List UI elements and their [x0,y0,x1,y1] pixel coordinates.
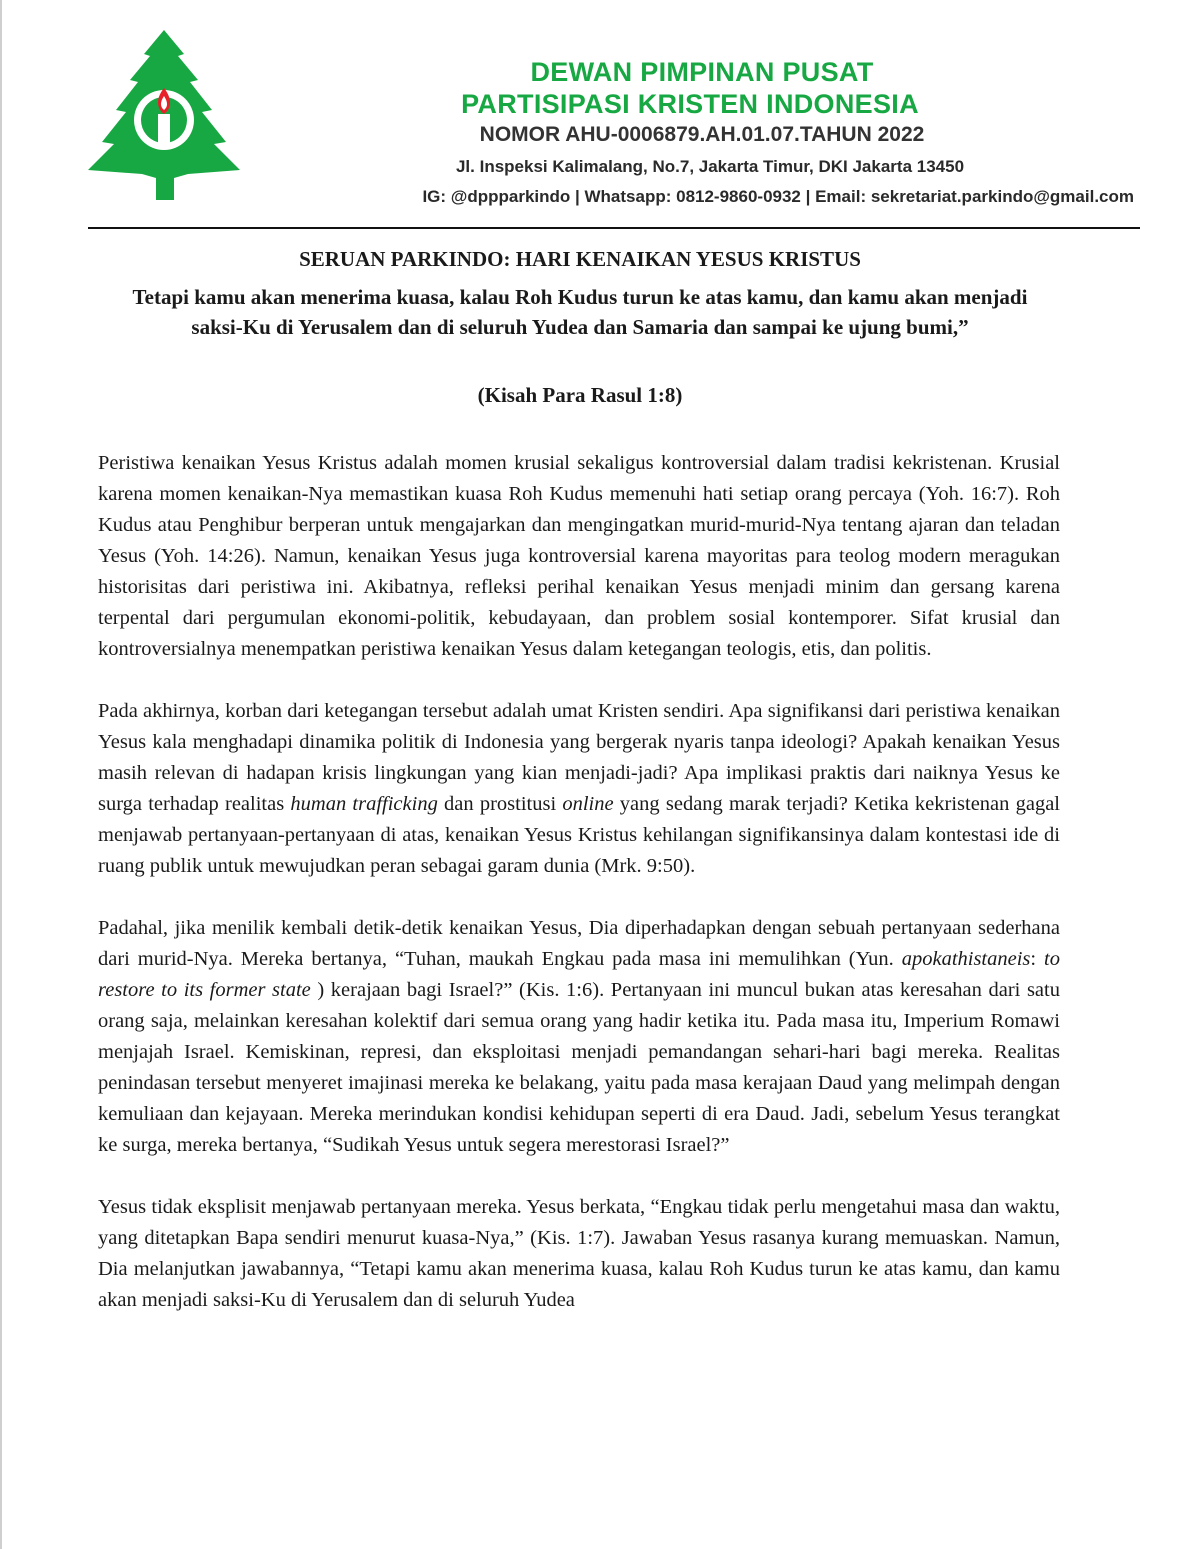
document-body [98,448,1060,1347]
bible-verse: Tetapi kamu akan menerima kuasa, kalau Roh Kudus turun ke atas kamu, dan kamu akan menjadi saksi-Ku di Yerusalem dan di seluruh Yudea dan Samaria dan sampai ke ujung bumi,” [132,285,1028,339]
paragraph-4: Yesus tidak eksplisit menjawab pertanyaan mereka. Yesus berkata, “Engkau tidak perlu mengetahui masa dan waktu, yang ditetapkan Bapa sendiri menurut kuasa-Nya,” (Kis. 1:7). Jawaban Yesus rasanya kurang memuaskan. Namun, Dia melanjutkan jawabannya, “Tetapi kamu akan menerima kuasa, kalau Roh Kudus turun ke atas kamu, dan kamu akan menjadi saksi-Ku di Yerusalem dan di seluruh Yudea [98,1196,1060,1311]
italic-term: human trafficking [290,793,438,815]
paragraph-2-text: dan prostitusi [437,793,563,815]
paragraph-3-text: ) kerajaan bagi Israel?” (Kis. 1:6). Pertanyaan ini muncul bukan atas keresahan dari satu orang saja, melainkan keresahan kolektif dari semua orang yang hadir ketika itu. Pada masa itu, Imperium Romawi menjajah Israel. Kemiskinan, represi, dan eksploitasi menjadi pemandangan sehari-hari bagi mereka. Realitas penindasan tersebut menyeret imajinasi mereka ke belakang, yaitu pada masa kerajaan Daud yang melimpah dengan kemuliaan dan kejayaan. Mereka merindukan kondisi kehidupan seperti di era Daud. Jadi, sebelum Yesus terangkat ke surga, mereka bertanya, “Sudikah Yesus untuk segera merestorasi Israel?” [98,979,1060,1156]
org-name-line2: PARTISIPASI KRISTEN INDONESIA [461,89,919,119]
paragraph-1: Peristiwa kenaikan Yesus Kristus adalah momen krusial sekaligus kontroversial dalam tradisi kekristenan. Krusial karena momen kenaikan-Nya memastikan kuasa Roh Kudus memenuhi hati setiap orang percaya (Yoh. 16:7). Roh Kudus atau Penghibur berperan untuk mengajarkan dan mengingatkan murid-murid-Nya tentang ajaran dan teladan Yesus (Yoh. 14:26). Namun, kenaikan Yesus juga kontroversial karena mayoritas para teolog modern meragukan historisitas dari peristiwa ini. Akibatnya, refleksi perihal kenaikan Yesus menjadi minim dan gersang karena terpental dari pergumulan ekonomi-politik, kebudayaan, dan problem sosial kontemporer. Sifat krusial dan kontroversialnya menempatkan peristiwa kenaikan Yesus dalam ketegangan teologis, etis, dan politis. [98,452,1060,660]
italic-term: to restore to its former state [98,948,1060,1001]
letterhead [250,56,1134,212]
contact-info: IG: @dppparkindo | Whatsapp: 0812-9860-0932 | Email: sekretariat.parkindo@gmail.com [422,187,1134,206]
letterhead-divider [88,227,1140,229]
page-edge [0,0,2,1549]
paragraph-3-text: : [1030,948,1045,970]
address: Jl. Inspeksi Kalimalang, No.7, Jakarta Timur, DKI Jakarta 13450 [455,157,965,176]
italic-term: apokathistaneis [901,948,1031,970]
paragraph-2-text: yang sedang marak terjadi? Ketika kekristenan gagal menjawab pertanyaan-pertanyaan di atas, kenaikan Yesus Kristus kehilangan signifikansinya dalam kontestasi ide di ruang publik untuk mewujudkan peran sebagai garam dunia (Mrk. 9:50). [98,793,1061,877]
paragraph-2 [98,696,1060,882]
verse-reference: (Kisah Para Rasul 1:8) [477,383,683,407]
document-title: SERUAN PARKINDO: HARI KENAIKAN YESUS KRISTUS [299,247,861,271]
org-name-line1: DEWAN PIMPINAN PUSAT [530,57,874,87]
italic-term: online [562,793,614,815]
paragraph-2-text: Pada akhirnya, korban dari ketegangan tersebut adalah umat Kristen sendiri. Apa signifikansi dari peristiwa kenaikan Yesus kala menghadapi dinamika politik di Indonesia yang bergerak nyaris tanpa ideologi? Apakah kenaikan Yesus masih relevan di hadapan krisis lingkungan yang kian menjadi-jadi? Apa implikasi praktis dari naiknya Yesus ke surga terhadap realitas [98,700,1060,815]
paragraph-3 [98,913,1060,1161]
registration-number: NOMOR AHU-0006879.AH.01.07.TAHUN 2022 [479,123,925,146]
paragraph-3-text: Padahal, jika menilik kembali detik-detik kenaikan Yesus, Dia diperhadapkan dengan sebuah pertanyaan sederhana dari murid-Nya. Mereka bertanya, “Tuhan, maukah Engkau pada masa ini memulihkan (Yun. [98,917,1060,970]
pine-tree-candle-logo-icon [84,28,244,204]
